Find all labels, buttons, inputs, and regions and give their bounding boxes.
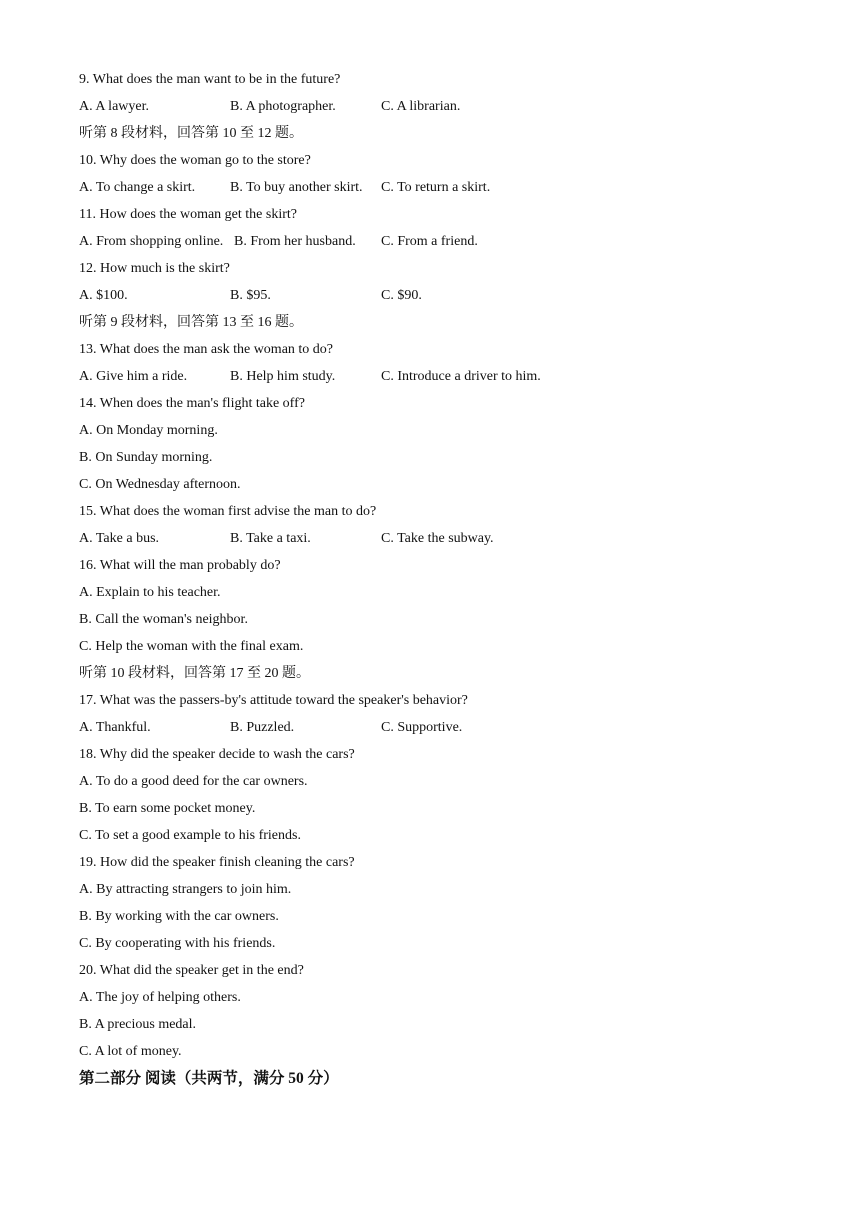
section-instruction-8: 听第 8 段材料，回答第 10 至 12 题。 xyxy=(79,126,303,141)
option-18b: B. To earn some pocket money. xyxy=(79,801,256,816)
option-12b: B. $95. xyxy=(230,288,271,303)
option-12a: A. $100. xyxy=(79,288,128,303)
section-instruction-9: 听第 9 段材料，回答第 13 至 16 题。 xyxy=(79,315,303,330)
option-19b: B. By working with the car owners. xyxy=(79,909,279,924)
option-9a: A. A lawyer. xyxy=(79,99,149,114)
option-9b: B. A photographer. xyxy=(230,99,336,114)
option-19c: C. By cooperating with his friends. xyxy=(79,936,276,951)
option-13b: B. Help him study. xyxy=(230,369,336,384)
question-19: 19. How did the speaker finish cleaning the cars? xyxy=(79,855,355,870)
option-18c: C. To set a good example to his friends. xyxy=(79,828,301,843)
option-20c: C. A lot of money. xyxy=(79,1044,182,1059)
part-two-heading: 第二部分 阅读（共两节，满分 50 分） xyxy=(79,1070,339,1087)
option-10b: B. To buy another skirt. xyxy=(230,180,363,195)
option-14a: A. On Monday morning. xyxy=(79,423,218,438)
question-16: 16. What will the man probably do? xyxy=(79,558,281,573)
option-10a: A. To change a skirt. xyxy=(79,180,196,195)
question-18: 18. Why did the speaker decide to wash the cars? xyxy=(79,747,355,762)
option-17c: C. Supportive. xyxy=(381,720,463,735)
option-15b: B. Take a taxi. xyxy=(230,531,311,546)
question-15: 15. What does the woman first advise the man to do? xyxy=(79,504,377,519)
option-18a: A. To do a good deed for the car owners. xyxy=(79,774,308,789)
option-20b: B. A precious medal. xyxy=(79,1017,197,1032)
option-16a: A. Explain to his teacher. xyxy=(79,585,221,600)
option-15a: A. Take a bus. xyxy=(79,531,160,546)
option-16c: C. Help the woman with the final exam. xyxy=(79,639,304,654)
section-instruction-10: 听第 10 段材料，回答第 17 至 20 题。 xyxy=(79,666,310,681)
option-13c: C. Introduce a driver to him. xyxy=(381,369,541,384)
question-13: 13. What does the man ask the woman to do? xyxy=(79,342,334,357)
option-11c: C. From a friend. xyxy=(381,234,478,249)
option-19a: A. By attracting strangers to join him. xyxy=(79,882,292,897)
option-14b: B. On Sunday morning. xyxy=(79,450,213,465)
option-11a: A. From shopping online. xyxy=(79,234,224,249)
question-9: 9. What does the man want to be in the future? xyxy=(79,72,341,87)
question-20: 20. What did the speaker get in the end? xyxy=(79,963,304,978)
question-10: 10. Why does the woman go to the store? xyxy=(79,153,311,168)
option-17a: A. Thankful. xyxy=(79,720,151,735)
option-13a: A. Give him a ride. xyxy=(79,369,188,384)
question-11: 11. How does the woman get the skirt? xyxy=(79,207,297,222)
option-12c: C. $90. xyxy=(381,288,422,303)
question-14: 14. When does the man's flight take off? xyxy=(79,396,305,411)
option-15c: C. Take the subway. xyxy=(381,531,494,546)
option-11b: B. From her husband. xyxy=(234,234,356,249)
option-17b: B. Puzzled. xyxy=(230,720,295,735)
option-16b: B. Call the woman's neighbor. xyxy=(79,612,248,627)
question-12: 12. How much is the skirt? xyxy=(79,261,230,276)
option-9c: C. A librarian. xyxy=(381,99,461,114)
option-20a: A. The joy of helping others. xyxy=(79,990,241,1005)
option-10c: C. To return a skirt. xyxy=(381,180,491,195)
question-17: 17. What was the passers-by's attitude toward the speaker's behavior? xyxy=(79,693,468,708)
option-14c: C. On Wednesday afternoon. xyxy=(79,477,241,492)
